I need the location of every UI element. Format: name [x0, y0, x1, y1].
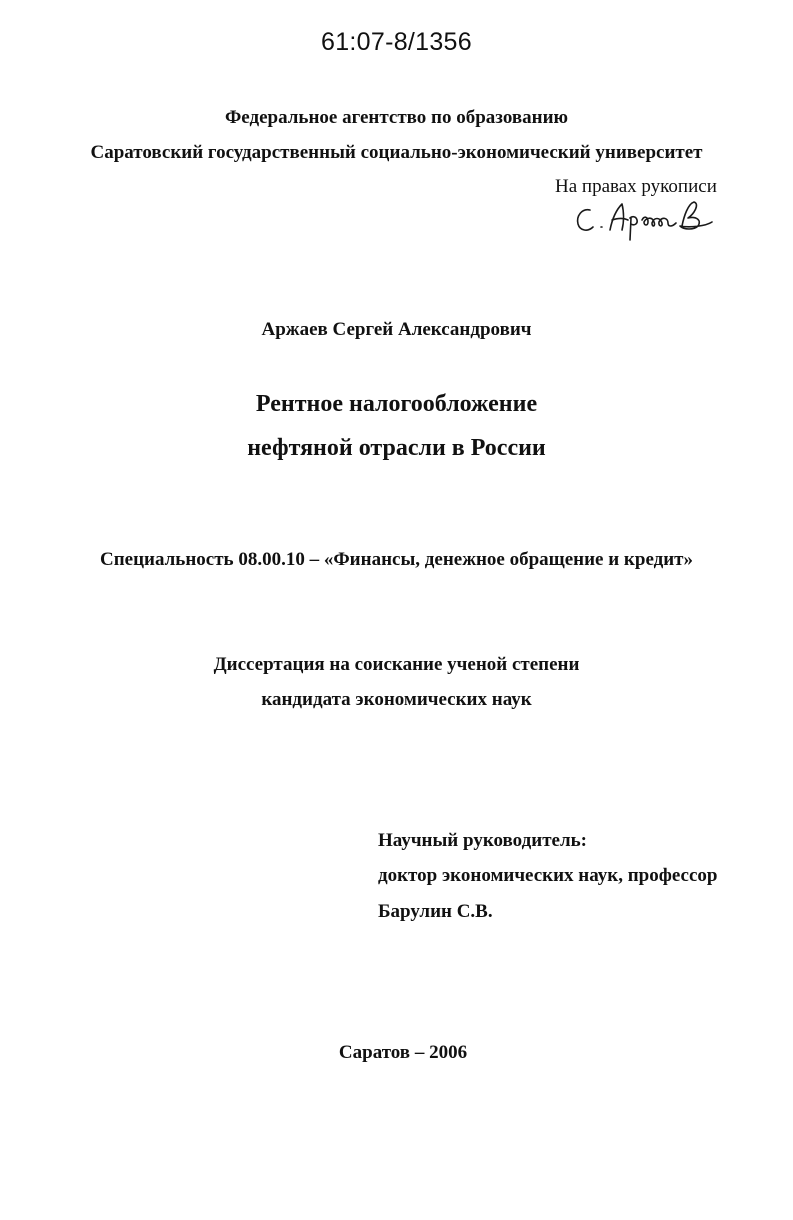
thesis-degree-line-1: Диссертация на соискание ученой степени [213, 654, 580, 675]
manuscript-rights-note: На правах рукописи [555, 176, 717, 197]
catalog-number: 61:07-8/1356 [321, 28, 472, 56]
author-name: Аржаев Сергей Александрович [261, 319, 532, 340]
advisor-name: Барулин С.В. [378, 901, 493, 922]
city-and-year: Саратов – 2006 [338, 1042, 468, 1063]
specialty-line: Специальность 08.00.10 – «Финансы, денежное обращение и кредит» [99, 549, 694, 570]
dissertation-title-line-1: Рентное налогообложение [255, 391, 538, 417]
advisor-label: Научный руководитель: [378, 830, 587, 851]
university-name: Саратовский государственный социально-экономический университет [90, 142, 703, 163]
author-signature [572, 196, 722, 244]
advisor-title: доктор экономических наук, профессор [378, 865, 718, 886]
agency-name: Федеральное агентство по образованию [224, 107, 569, 128]
dissertation-title-line-2: нефтяной отрасли в России [247, 435, 546, 461]
thesis-degree-line-2: кандидата экономических наук [261, 689, 532, 710]
